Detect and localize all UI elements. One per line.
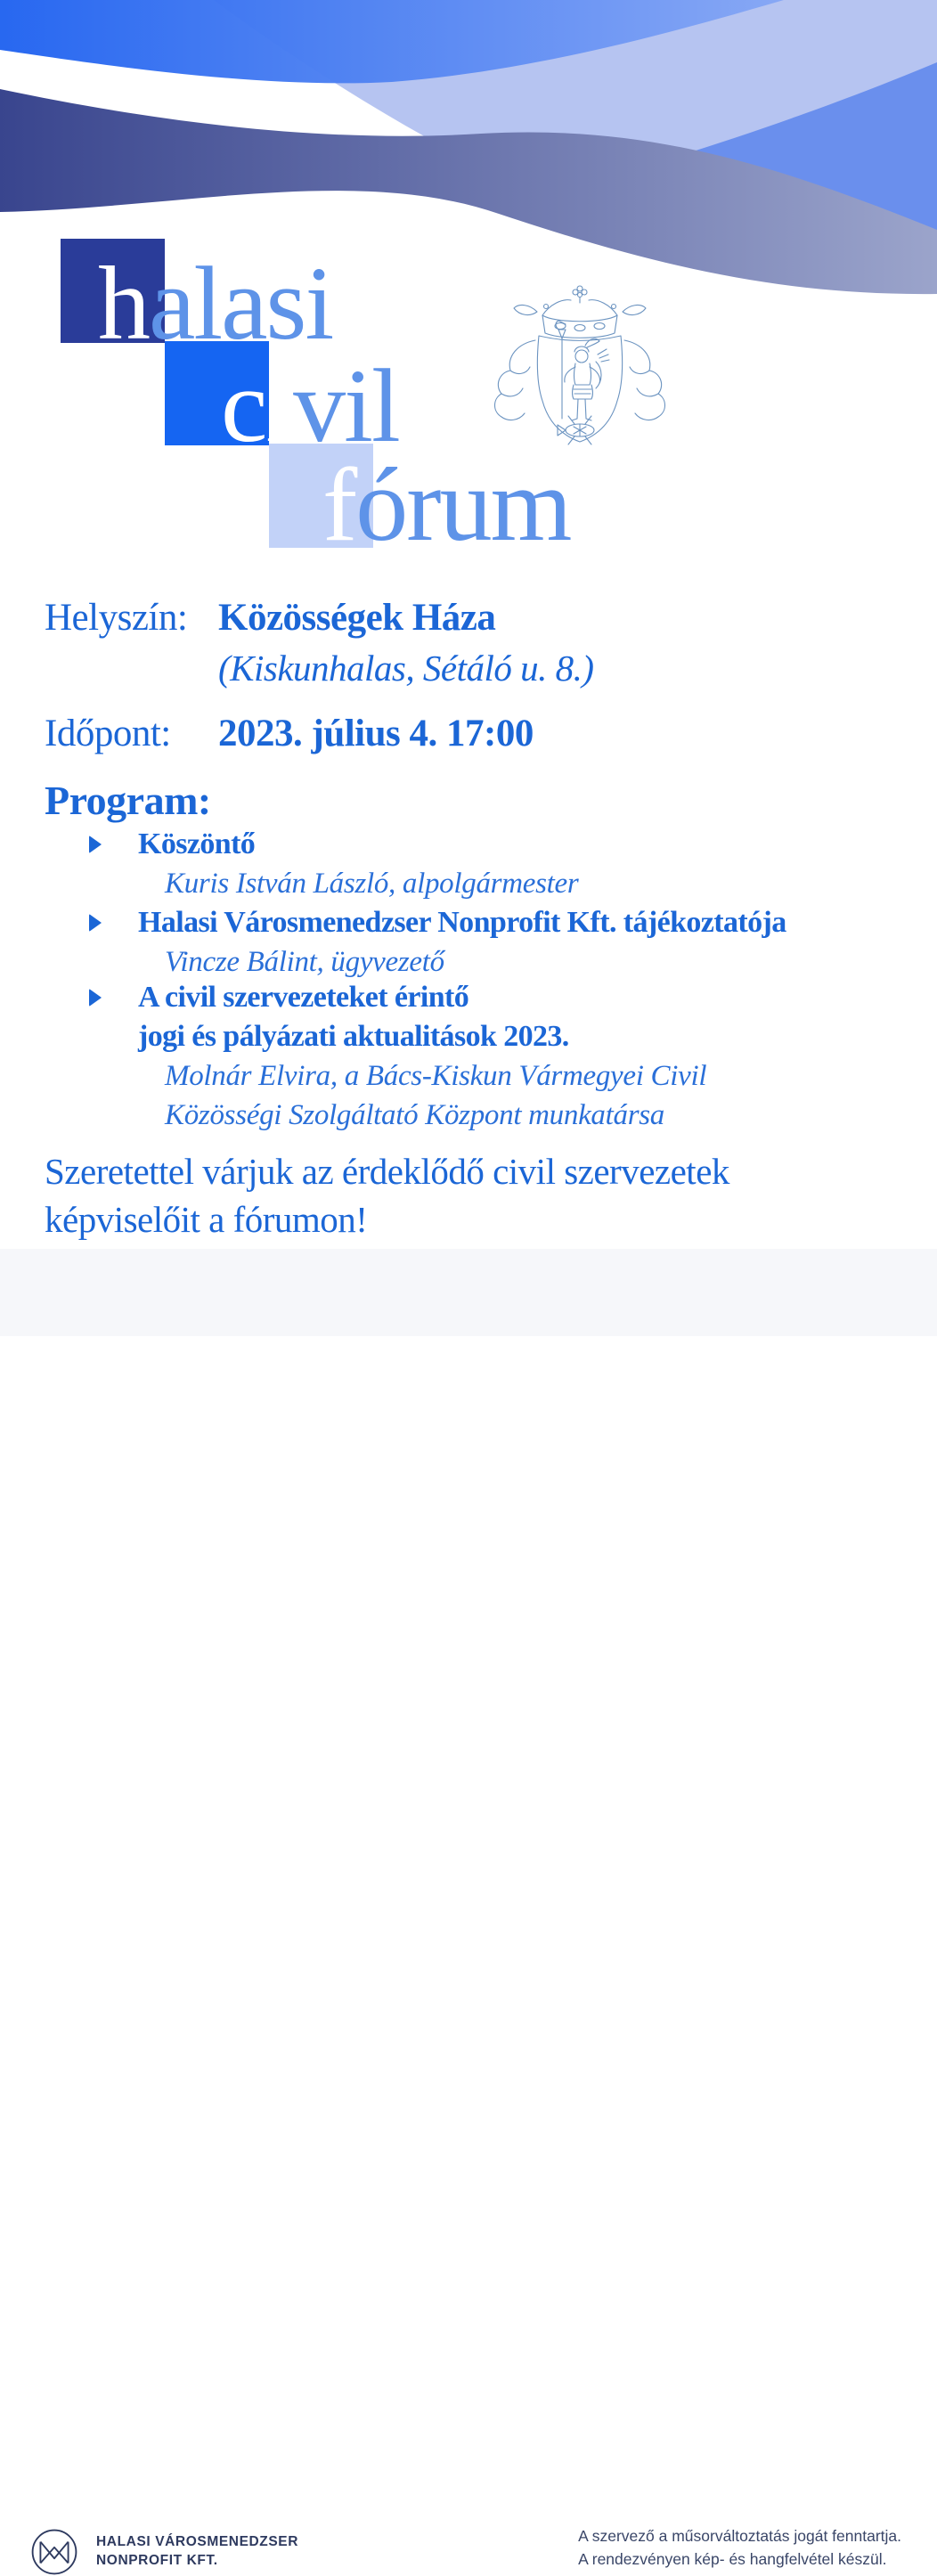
- logo-word-civil-white: ci: [221, 347, 294, 464]
- program-item-3-title-line2: jogi és pályázati aktualitások 2023.: [138, 1020, 569, 1053]
- disclaimer-line2: A rendezvényen kép- és hangfelvétel készül.: [578, 2550, 887, 2568]
- disclaimer-line1: A szervező a műsorváltoztatás jogát fenntartja.: [578, 2527, 901, 2545]
- logo-word-forum-blue: órum: [355, 446, 571, 563]
- program-item-2-title: Halasi Városmenedzser Nonprofit Kft. tájékoztatója: [138, 906, 786, 939]
- program-item-3-speaker-line2: Közösségi Szolgáltató Központ munkatársa: [165, 1099, 664, 1131]
- time-label: Időpont:: [45, 713, 171, 754]
- location-value: Közösségek Háza: [218, 597, 496, 639]
- program-item-1-title: Köszöntő: [138, 827, 256, 860]
- location-label: Helyszín:: [45, 597, 188, 639]
- logo-word-forum-white: f: [322, 446, 356, 563]
- coat-of-arms-icon: [485, 285, 674, 461]
- logo-word-halasi: [98, 245, 333, 362]
- closing-line-2: képviselőit a fórumon!: [45, 1199, 368, 1240]
- program-heading: Program:: [45, 778, 211, 823]
- bullet-triangle-icon: [89, 989, 102, 1007]
- footer: [0, 1249, 937, 2568]
- program-item-2-speaker: Vincze Bálint, ügyvezető: [165, 946, 444, 978]
- location-detail: (Kiskunhalas, Sétáló u. 8.): [218, 648, 594, 689]
- closing-message: [45, 1147, 729, 1243]
- closing-line-1: Szeretettel várjuk az érdeklődő civil szervezetek: [45, 1151, 729, 1192]
- logo-word-halasi-white: h: [98, 245, 149, 362]
- disclaimer: [578, 2524, 901, 2571]
- program-item-1-speaker: Kuris István László, alpolgármester: [165, 868, 579, 900]
- organizer-monogram-icon: [30, 2528, 78, 2576]
- logo-word-civil: [221, 347, 399, 464]
- time-value: 2023. július 4. 17:00: [218, 713, 534, 754]
- bullet-triangle-icon: [89, 914, 102, 932]
- program-item-3-speaker-line1: Molnár Elvira, a Bács-Kiskun Vármegyei Civil: [165, 1060, 707, 1092]
- organizer-name: [96, 2532, 298, 2570]
- logo-word-forum: [322, 446, 571, 563]
- logo-word-halasi-blue: alasi: [149, 245, 333, 362]
- logo-word-civil-blue: vil: [293, 347, 399, 464]
- organizer-name-line2: NONPROFIT KFT.: [96, 2553, 218, 2568]
- organizer-name-line1: HALASI VÁROSMENEDZSER: [96, 2534, 299, 2549]
- program-item-3-title-line1: A civil szervezeteket érintő: [138, 981, 469, 1014]
- bullet-triangle-icon: [89, 836, 102, 853]
